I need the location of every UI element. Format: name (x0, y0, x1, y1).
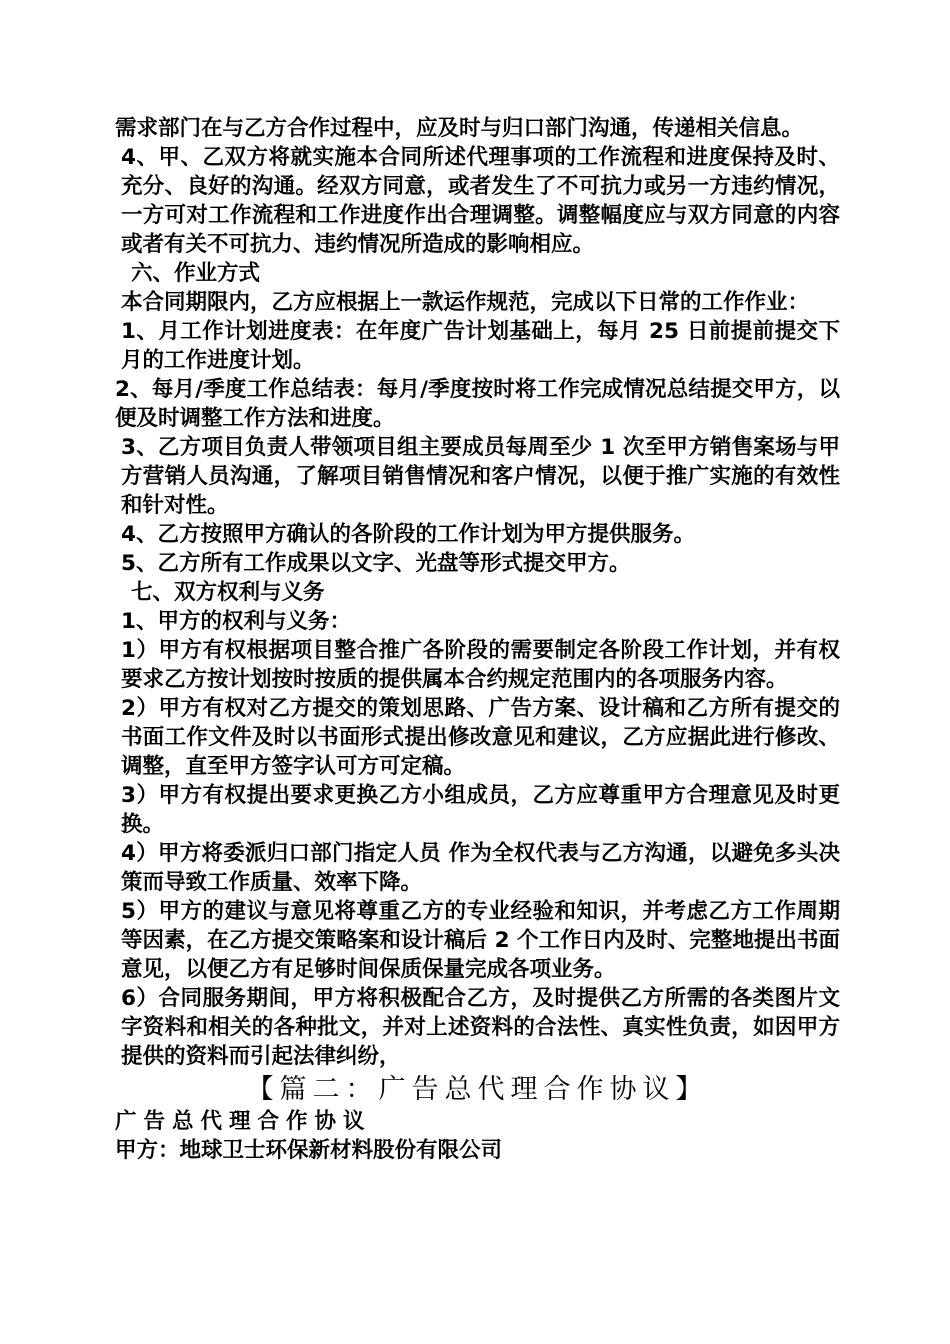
paragraph: 1）甲方有权根据项目整合推广各阶段的需要制定各阶段工作计划，并有权要求乙方按计划按时按质的提供属本合约规定范围内的各项服务内容。 (121, 638, 840, 692)
paragraph: 2、每月/季度工作总结表：每月/季度按时将工作完成情况总结提交甲方，以便及时调整工作方法和进度。 (115, 377, 840, 431)
paragraph: 本合同期限内，乙方应根据上一款运作规范，完成以下日常的工作作业： (121, 290, 810, 315)
paragraph: 6）合同服务期间，甲方将积极配合乙方，及时提供乙方所需的各类图片文字资料和相关的各种批文，并对上述资料的合法性、真实性负责，如因甲方提供的资料而引起法律纠纷， (121, 986, 840, 1069)
document-body (115, 114, 840, 1165)
paragraph: 4、甲、乙双方将就实施本合同所述代理事项的工作流程和进度保持及时、充分、良好的沟通。经双方同意，或者发生了不可抗力或另一方违约情况，一方可对工作流程和工作进度作出合理调整。调整幅度应与双方同意的内容或者有关不可抗力、违约情况所造成的影响相应。 (121, 145, 840, 257)
party-a-line: 甲方：地球卫士环保新材料股份有限公司 (115, 1138, 503, 1163)
paragraph: 六、作业方式 (131, 261, 261, 286)
paragraph: 1、月工作计划进度表：在年度广告计划基础上，每月 25 日前提前提交下月的工作进度计划。 (121, 319, 840, 373)
paragraph: 七、双方权利与义务 (131, 580, 325, 605)
paragraph: 5）甲方的建议与意见将尊重乙方的专业经验和知识，并考虑乙方工作周期等因素，在乙方提交策略案和设计稿后 2 个工作日内及时、完整地提出书面意见，以便乙方有足够时间保质保量完成各项业务。 (121, 899, 840, 982)
chapter-heading: 【篇二：广告总代理合作协议】 (246, 1074, 709, 1105)
paragraph: 3）甲方有权提出要求更换乙方小组成员，乙方应尊重甲方合理意见及时更换。 (121, 783, 840, 837)
paragraph-list (115, 114, 840, 1071)
agreement-subtitle: 广告总代理合作协议 (115, 1109, 372, 1134)
paragraph: 3、乙方项目负责人带领项目组主要成员每周至少 1 次至甲方销售案场与甲方营销人员沟通，了解项目销售情况和客户情况，以便于推广实施的有效性和针对性。 (121, 435, 840, 518)
paragraph: 2）甲方有权对乙方提交的策划思路、广告方案、设计稿和乙方所有提交的书面工作文件及时以书面形式提出修改意见和建议，乙方应据此进行修改、调整，直至甲方签字认可方可定稿。 (121, 696, 840, 779)
paragraph: 5、乙方所有工作成果以文字、光盘等形式提交甲方。 (121, 551, 631, 576)
paragraph: 需求部门在与乙方合作过程中，应及时与归口部门沟通，传递相关信息。 (115, 116, 804, 141)
paragraph: 4、乙方按照甲方确认的各阶段的工作计划为甲方提供服务。 (121, 522, 695, 547)
paragraph: 1、甲方的权利与义务： (121, 609, 351, 634)
paragraph: 4）甲方将委派归口部门指定人员 作为全权代表与乙方沟通，以避免多头决策而导致工作质量、效率下降。 (121, 841, 840, 895)
